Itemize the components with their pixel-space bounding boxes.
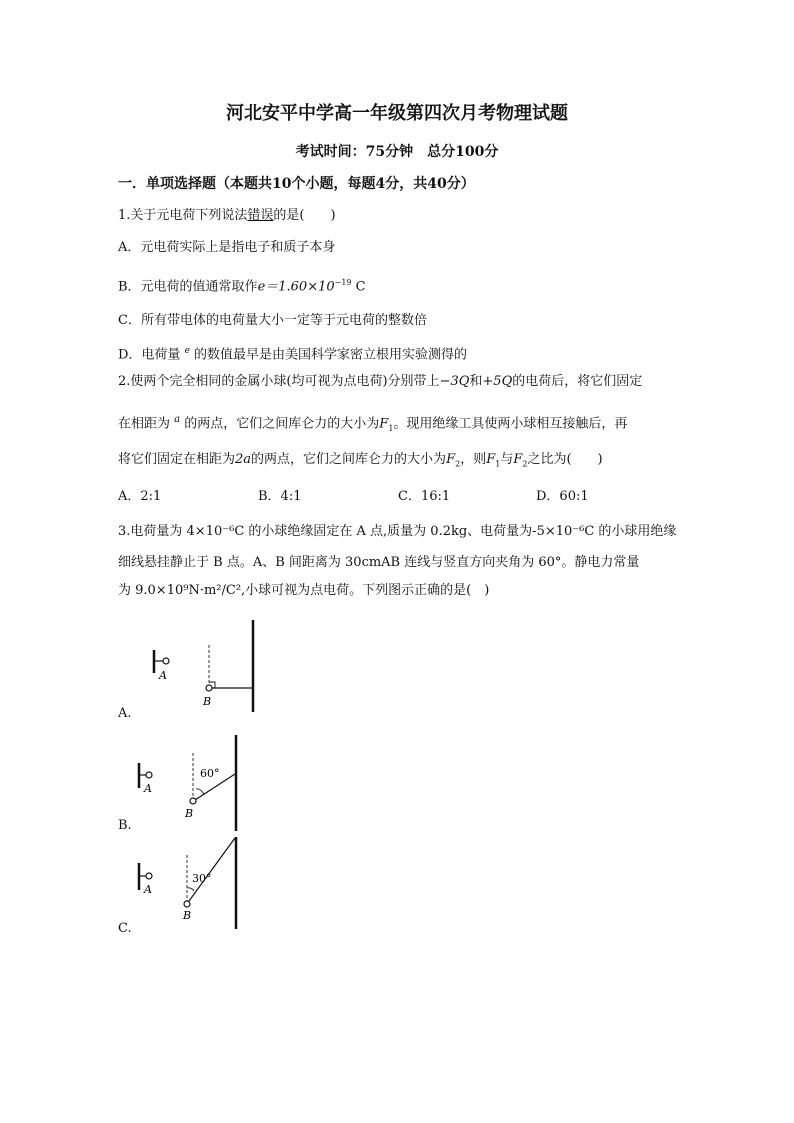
page-title: 河北安平中学高一年级第四次月考物理试题	[226, 103, 568, 124]
question-2-line-3: 将它们固定在相距为2a的两点，它们之间库仑力的大小为$F_2$，则$F_1$与$F_2$之比为( )	[118, 452, 603, 469]
angle-label: 60°	[200, 767, 220, 780]
ball-a	[146, 873, 152, 879]
ball-a	[163, 658, 169, 664]
angle-arc	[187, 888, 194, 891]
question-1-option-c: C．所有带电体的电荷量大小一定等于元电荷的整数倍	[118, 313, 427, 328]
figure-c	[130, 835, 260, 935]
label-a: A	[159, 669, 167, 682]
question-1-option-a: A．元电荷实际上是指电子和质子本身	[118, 240, 336, 255]
question-2-line-2: 在相距为 $^a$ 的两点，它们之间库仑力的大小为$F_1$。现用绝缘工具使两小球相互接触后，再	[118, 414, 628, 433]
question-1-stem: 1.关于元电荷下列说法错误的是( )	[118, 208, 336, 223]
question-2-option-a: A．2:1	[118, 489, 162, 504]
label-a: A	[144, 782, 152, 795]
figure-a-option: A.	[118, 706, 132, 721]
question-1-option-d: D．电荷量 $^e$ 的数值最早是由美国科学家密立根用实验测得的	[118, 346, 468, 363]
question-2-option-d: D．60:1	[536, 489, 589, 504]
angle-label: 30°	[192, 872, 212, 885]
question-2-line-1: 2.使两个完全相同的金属小球(均可视为点电荷)分别带上−3Q和+5Q的电荷后，将它们固定	[118, 374, 643, 389]
angle-arc	[196, 789, 204, 794]
question-3-line-2: 细线悬挂静止于 B 点。A、B 间距离为 30cmAB 连线与竖直方向夹角为 60°。静电力常量	[118, 555, 640, 570]
question-2-option-b: B．4:1	[258, 489, 302, 504]
ball-b	[190, 798, 196, 804]
emphasis-wrong: 错误	[247, 208, 274, 223]
figure-c-option: C.	[118, 921, 132, 936]
question-2-option-c: C．16:1	[398, 489, 451, 504]
question-3-line-3: 为 9.0×10⁹N·m²/C²,小球可视为点电荷。下列图示正确的是( )	[118, 583, 490, 598]
question-3-line-1: 3.电荷量为 4×10⁻⁶C 的小球绝缘固定在 A 点,质量为 0.2kg、电荷量为-5×10⁻⁶C 的小球用绝缘	[118, 524, 677, 539]
ball-b	[206, 685, 212, 691]
figure-b	[130, 733, 260, 833]
ball-a	[146, 772, 152, 778]
ball-b	[184, 901, 190, 907]
question-1-option-b: B．元电荷的值通常取作$e=1.60\times 10^{-19}$ C	[118, 278, 366, 295]
label-a: A	[144, 883, 152, 896]
figure-a	[140, 615, 280, 720]
figure-b-option: B.	[118, 818, 132, 833]
label-b: B	[203, 695, 212, 708]
label-b: B	[185, 807, 194, 820]
section-heading: 一．单项选择题（本题共10个小题，每题4分，共40分）	[118, 176, 475, 192]
thread	[189, 838, 235, 901]
exam-info: 考试时间：75分钟 总分100分	[295, 144, 499, 160]
label-b: B	[183, 909, 192, 922]
